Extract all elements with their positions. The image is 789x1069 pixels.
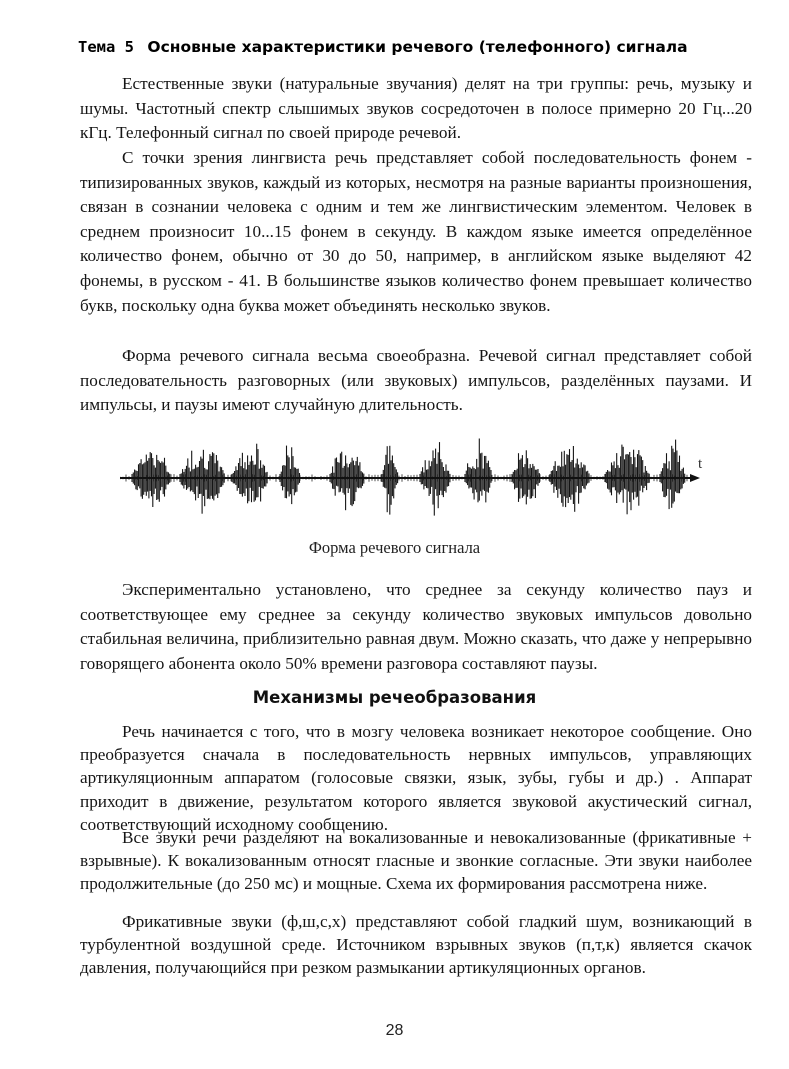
topic-heading xyxy=(78,38,768,56)
time-axis-arrow xyxy=(690,474,700,482)
speech-origin-paragraph: Речь начинается с того, что в мозгу человека возникает некоторое сообщение. Оно преобразуется сначала в последовательность нервных импульсов, управляющих артикуляционным аппаратом (голосовые связки, язык, зубы, губы и др.) . Аппарат приходит в движение, результатом которого является звуковой акустический сигнал, соответствующий исходному сообщению. xyxy=(80,722,752,834)
topic-label: Тема 5 xyxy=(78,38,134,56)
sound-types-paragraph: Все звуки речи разделяют на вокализованные и невокализованные (фрикативные + взрывные). К вокализованным относят гласные и звонкие согласные. Эти звуки наиболее продолжительные (до 250 мс) и мощные. Схема их формирования рассмотрена ниже. xyxy=(80,828,752,894)
section-heading: Механизмы речеобразования xyxy=(252,688,537,707)
page-number: 28 xyxy=(385,1022,404,1039)
signal-form-paragraph: Форма речевого сигнала весьма своеобразна. Речевой сигнал представляет собой последовательность разговорных (или звуковых) импульсов, разделённых паузами. И импульсы, и паузы имеют случайную длительность. xyxy=(80,346,752,415)
time-axis-label: t xyxy=(698,456,703,472)
speech-waveform-figure xyxy=(120,430,710,530)
intro-paragraph: Естественные звуки (натуральные звучания) делят на три группы: речь, музыку и шумы. Частотный спектр слышимых звуков сосредоточен в полосе примерно 20 Гц...20 кГц. Телефонный сигнал по своей природе речевой. xyxy=(80,74,752,143)
topic-title: Основные характеристики речевого (телефонного) сигнала xyxy=(147,38,688,56)
phoneme-paragraph: С точки зрения лингвиста речь представляет собой последовательность фонем - типизированных звуков, каждый из которых, несмотря на разные варианты произношения, связан в сознании человека с одним и тем же лингвистическим элементом. Человек в среднем произносит 10...15 фонем в секунду. В каждом языке имеется определённое количество фонем, обычно от 30 до 50, например, в английском языке выделяют 42 фонемы, в русском - 41. В большинстве языков количество фонем превышает количество букв, поскольку одна буква может объединять несколько звуков. xyxy=(80,148,752,315)
figure-caption: Форма речевого сигнала xyxy=(308,538,481,557)
pause-statistics-paragraph: Экспериментально установлено, что среднее за секунду количество пауз и соответствующее ему среднее за секунду количество звуковых импульсов довольно стабильная величина, приблизительно равная двум. Можно сказать, что даже у непрерывно говорящего абонента около 50% времени разговора составляют паузы. xyxy=(80,580,752,673)
fricative-paragraph: Фрикативные звуки (ф,ш,с,х) представляют собой гладкий шум, возникающий в турбулентной воздушной среде. Источником взрывных звуков (п,т,к) является скачок давления, получающийся при резком размыкании артикуляционных органов. xyxy=(80,912,752,978)
